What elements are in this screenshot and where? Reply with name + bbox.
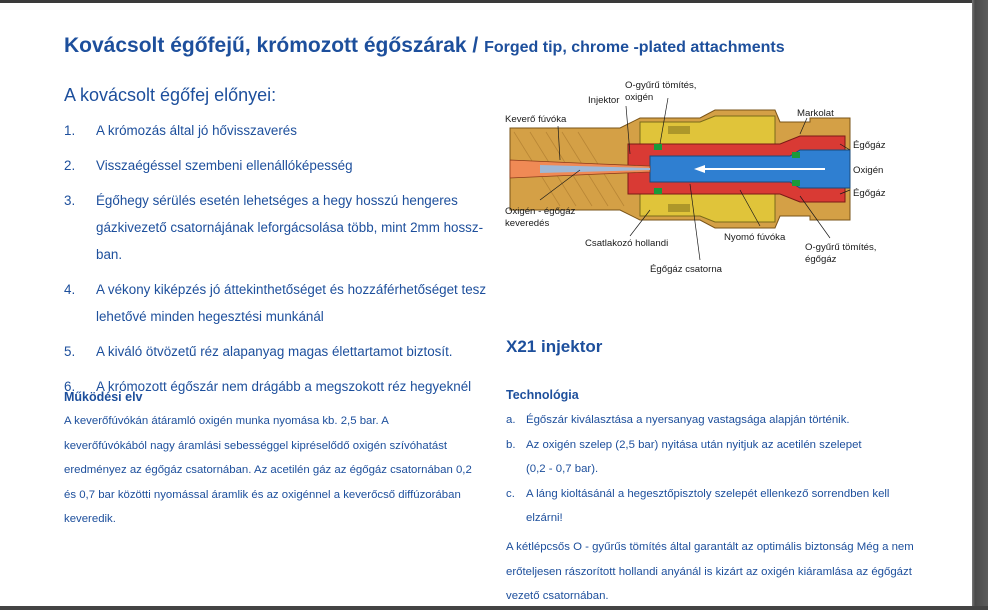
item-letter: b. (506, 438, 516, 451)
item-text: Az oxigén szelep (2,5 bar) nyitása után nyitjuk az acetilén szelepet (526, 438, 862, 451)
technology-heading: Technológia (506, 388, 579, 402)
item-number: 2. (64, 158, 76, 173)
item-text: A krómozott égőszár nem drágább a megszokott réz hegyeknél (96, 379, 472, 394)
item-number: 1. (64, 123, 76, 138)
item-text: elzárni! (526, 512, 563, 524)
title-english: Forged tip, chrome -plated attachments (484, 39, 785, 56)
torch-cross-section-diagram (500, 70, 910, 280)
item-text: A kiváló ötvözetű réz alapanyag magas élettartamot biztosít. (96, 344, 453, 359)
label-o-ring-fuel-line1: O-gyűrű tömítés, (805, 242, 877, 253)
item-letter: c. (506, 487, 515, 500)
label-pressure-nozzle: Nyomó fúvóka (724, 232, 786, 243)
item-text: Égőhegy sérülés esetén lehetséges a hegy hosszú hengeres gázkivezető csatornájának leforgácsolása több, mint 2mm hossz-ban. (96, 193, 484, 262)
label-handle: Markolat (797, 108, 834, 119)
label-fuel-gas-bottom: Égőgáz (853, 188, 886, 199)
principle-text: A keverőfúvókán átáramló oxigén munka nyomása kb. 2,5 bar. A keverőfúvókából nagy áramlási sebességgel kipréselődő oxigén szívóhatást eredményez az égőgáz csatornában. Az acetilén gáz az égőgáz csatornában 0,2 és 0,7 bar közötti nyomással áramlik és az oxigénnel a keverőcső diffúzorában keveredik. (64, 415, 472, 525)
label-union-nut: Csatlakozó hollandi (585, 238, 669, 249)
title-hungarian: Kovácsolt égőfejű, krómozott égőszárak / (64, 34, 479, 57)
item-number: 6. (64, 379, 76, 394)
item-text: A vékony kiképzés jó áttekinthetőséget és hozzáférhetőséget tesz lehetővé minden hegesztési munkánál (96, 282, 487, 324)
list-item (64, 117, 494, 144)
technology-list (506, 408, 926, 531)
advantages-list (64, 117, 494, 408)
list-item (506, 433, 926, 482)
label-mixer-nozzle: Keverő fúvóka (505, 114, 567, 125)
right-scroll-shadow (972, 0, 988, 610)
list-item (64, 187, 494, 268)
label-fuel-gas-top: Égőgáz (853, 140, 886, 151)
item-text: A láng kioltásánál a hegesztőpisztoly szelepét ellenkező sorrendben kell (526, 487, 890, 500)
label-oxygen: Oxigén (853, 165, 884, 176)
page-title (64, 34, 785, 58)
item-number: 4. (64, 282, 76, 297)
advantages-heading: A kovácsolt égőfej előnyei: (64, 85, 277, 105)
label-mixing-line2: keveredés (505, 218, 550, 229)
safety-note: A kétlépcsős O - gyűrűs tömítés által garantált az optimális biztonság Még a nem erőteljesen rászorított hollandi anyánál is kizárt az oxigén kiáramlása az égőgázt vezető csatornában. (506, 541, 914, 602)
label-o-ring-fuel-line2: égőgáz (805, 254, 837, 265)
list-item (506, 482, 926, 531)
label-injector: Injektor (588, 95, 620, 106)
item-text: (0,2 - 0,7 bar). (526, 463, 599, 475)
label-o-ring-oxygen-line1: O-gyűrű tömítés, (625, 80, 697, 91)
top-border (0, 0, 988, 3)
label-o-ring-oxygen-line2: oxigén (625, 92, 654, 103)
label-fuel-channel: Égőgáz csatorna (650, 264, 722, 275)
item-text: Visszaégéssel szembeni ellenállóképesség (96, 158, 353, 173)
list-item (64, 338, 494, 365)
principle-heading: Működési elv (64, 390, 143, 404)
item-text: A krómozás által jó hővisszaverés (96, 123, 297, 138)
label-mixing-line1: Oxigén - égőgáz (505, 206, 576, 217)
item-text: Égőszár kiválasztása a nyersanyag vastagsága alapján történik. (526, 414, 850, 426)
list-item (64, 276, 494, 330)
list-item (506, 408, 926, 433)
list-item (64, 152, 494, 179)
item-number: 5. (64, 344, 76, 359)
item-number: 3. (64, 193, 76, 208)
item-letter: a. (506, 414, 516, 426)
x21-injector-heading: X21 injektor (506, 337, 603, 356)
